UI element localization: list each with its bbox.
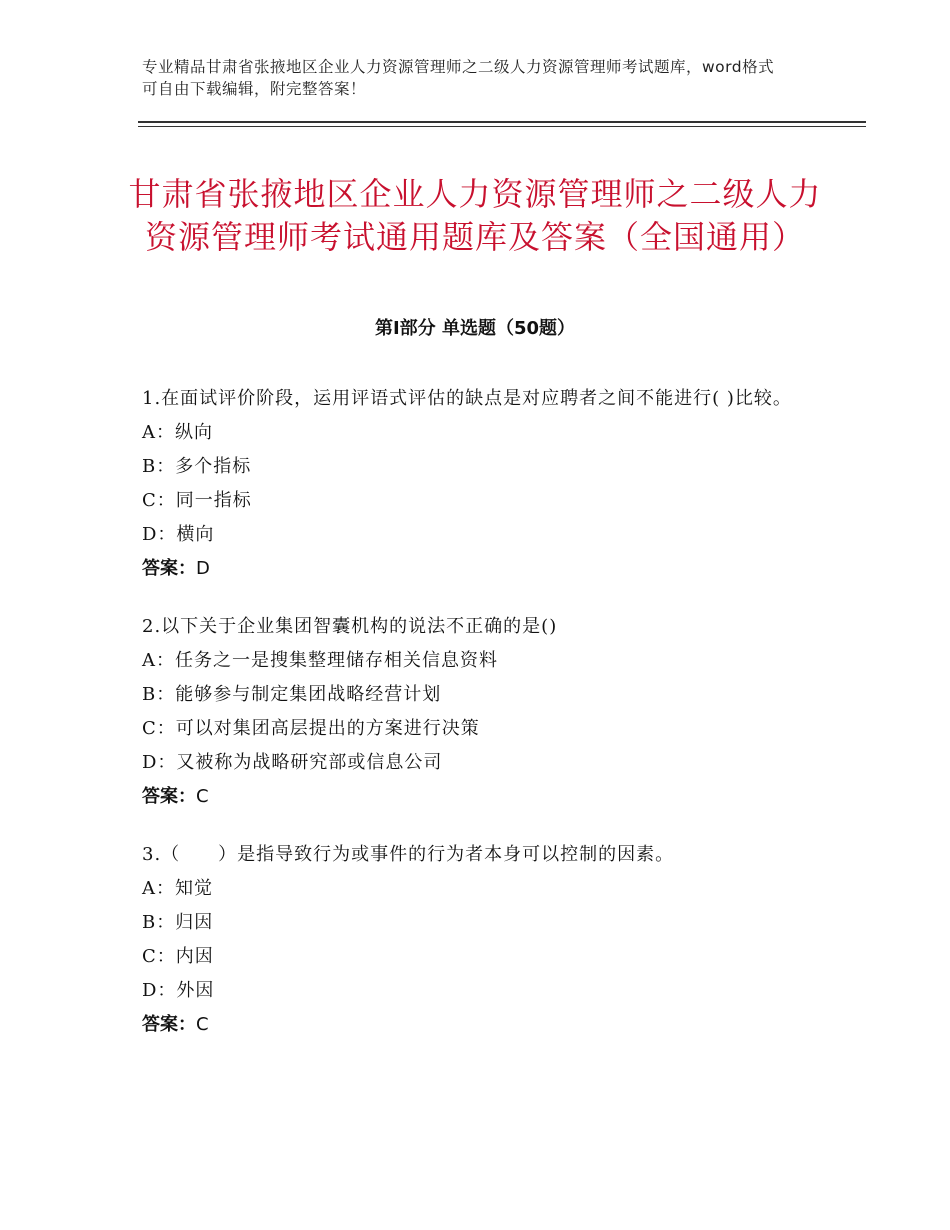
option-b: B：多个指标 [142, 456, 252, 477]
option-d: D：外因 [142, 980, 215, 1001]
question-stem: 3.（ ）是指导致行为或事件的行为者本身可以控制的因素。 [142, 844, 675, 865]
header-rule-thin [138, 126, 866, 127]
question-2 [142, 610, 814, 814]
answer-label: 答案： [142, 786, 196, 807]
document-title: 甘肃省张掖地区企业人力资源管理师之二级人力资源管理师考试通用题库及答案（全国通用） [128, 175, 822, 257]
option-d: D：又被称为战略研究部或信息公司 [142, 752, 443, 773]
option-c: C：同一指标 [142, 490, 252, 511]
option-a: A：纵向 [142, 422, 213, 443]
option-a: A：任务之一是搜集整理储存相关信息资料 [142, 650, 498, 671]
answer-line [142, 1008, 814, 1042]
option-c: C：可以对集团高层提出的方案进行决策 [142, 718, 480, 739]
question-list [142, 382, 814, 1066]
answer-value: C [196, 1014, 209, 1035]
question-stem: 1.在面试评价阶段，运用评语式评估的缺点是对应聘者之间不能进行( )比较。 [142, 388, 792, 409]
answer-line [142, 780, 814, 814]
answer-value: D [196, 558, 210, 579]
question-1 [142, 382, 814, 586]
question-3 [142, 838, 814, 1042]
option-d: D：横向 [142, 524, 215, 545]
option-b: B：能够参与制定集团战略经营计划 [142, 684, 442, 705]
section-title: 第Ⅰ部分 单选题（50题） [374, 318, 575, 339]
answer-value: C [196, 786, 209, 807]
answer-label: 答案： [142, 558, 196, 579]
header-note: 专业精品甘肃省张掖地区企业人力资源管理师之二级人力资源管理师考试题库，word格式可自由下载编辑，附完整答案！ [142, 58, 775, 98]
option-a: A：知觉 [142, 878, 213, 899]
answer-line [142, 552, 814, 586]
question-stem: 2.以下关于企业集团智囊机构的说法不正确的是() [142, 616, 558, 637]
option-c: C：内因 [142, 946, 214, 967]
header-rule-thick [138, 121, 866, 123]
option-b: B：归因 [142, 912, 214, 933]
answer-label: 答案： [142, 1014, 196, 1035]
